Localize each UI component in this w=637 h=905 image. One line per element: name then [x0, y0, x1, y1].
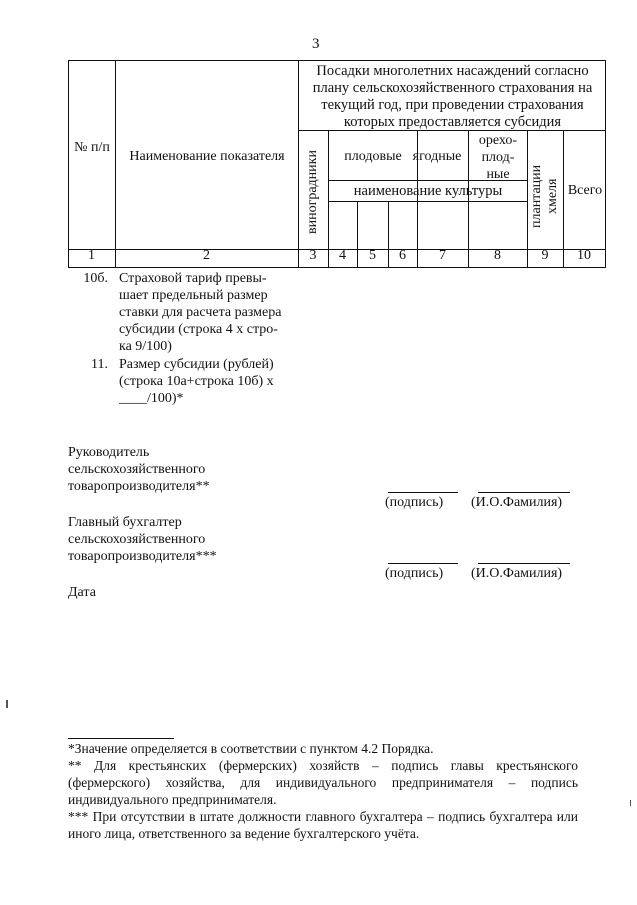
table-divider: [298, 60, 299, 268]
header-fruit: плодовые: [344, 149, 402, 164]
signature-line: [388, 492, 458, 493]
header-vineyards: виноградники: [305, 150, 320, 234]
table-divider: [328, 201, 527, 202]
scan-mark: [630, 800, 631, 806]
header-berry: ягодные: [412, 149, 462, 164]
column-number: 8: [494, 248, 501, 263]
signatory-head-title: Руководитель сельскохозяйственного товаропроизводителя**: [68, 445, 210, 494]
column-number: 4: [339, 248, 346, 263]
column-number: 9: [541, 248, 549, 263]
table-border-left: [68, 60, 69, 268]
scan-mark: [6, 700, 8, 708]
date-label: Дата: [68, 585, 96, 600]
name-line: [478, 492, 570, 493]
signatory-accountant-title: Главный бухгалтер сельскохозяйственного товаропроизводителя***: [68, 515, 217, 564]
footnote-2: ** Для крестьянских (фермерских) хозяйств – подпись главы крестьянского (фермерского) хозяйства, для индивидуального предпринимателя – подпись индивидуального предпринимателя.: [68, 758, 578, 807]
column-number: 2: [203, 248, 210, 263]
row-text: Размер субсидии (рублей) (строка 10а+строка 10б) х ____/100)*: [119, 357, 274, 406]
header-plantings-group: Посадки многолетних насаждений согласно плану сельскохозяйственного страхования на текущий год, при проведении страхования которых предоставляется субсидия: [312, 63, 593, 130]
row-text: Страховой тариф превы- шает предельный размер ставки для расчета размера субсидии (строка 4 х стро- ка 9/100): [119, 271, 282, 354]
signature-line: [388, 563, 458, 564]
column-number: 7: [439, 248, 446, 263]
column-number: 5: [369, 248, 376, 263]
signature-label: (подпись): [385, 495, 444, 510]
column-number: 1: [88, 248, 95, 263]
table-border-right: [605, 60, 606, 268]
column-number: 6: [399, 248, 406, 263]
header-total: Всего: [567, 183, 603, 198]
header-indicator-name: Наименование показателя: [129, 149, 285, 164]
footnote-3: *** При отсутствии в штате должности главного бухгалтера – подпись бухгалтера или иного лица, ответственного за ведение бухгалтерского учёта.: [68, 809, 578, 841]
header-number: № п/п: [74, 140, 110, 155]
column-number: 3: [309, 248, 317, 263]
row-number: 10б.: [83, 271, 108, 286]
name-label: (И.О.Фамилия): [471, 566, 563, 581]
name-line: [478, 563, 570, 564]
header-hops: плантации хмеля: [529, 164, 560, 228]
column-number: 10: [577, 248, 591, 263]
table-border-bottom: [68, 267, 606, 268]
header-crop-name: наименование культуры: [353, 183, 503, 199]
footnote-1: *Значение определяется в соответствии с пунктом 4.2 Порядка.: [68, 741, 434, 756]
row-number: 11.: [91, 357, 108, 372]
header-nut: орехо- плод- ные: [478, 133, 518, 182]
page-number: 3: [312, 36, 320, 52]
signature-label: (подпись): [385, 566, 444, 581]
table-divider: [115, 60, 116, 268]
table-border-top: [68, 60, 606, 61]
name-label: (И.О.Фамилия): [471, 495, 563, 510]
footnote-rule: [68, 738, 174, 739]
